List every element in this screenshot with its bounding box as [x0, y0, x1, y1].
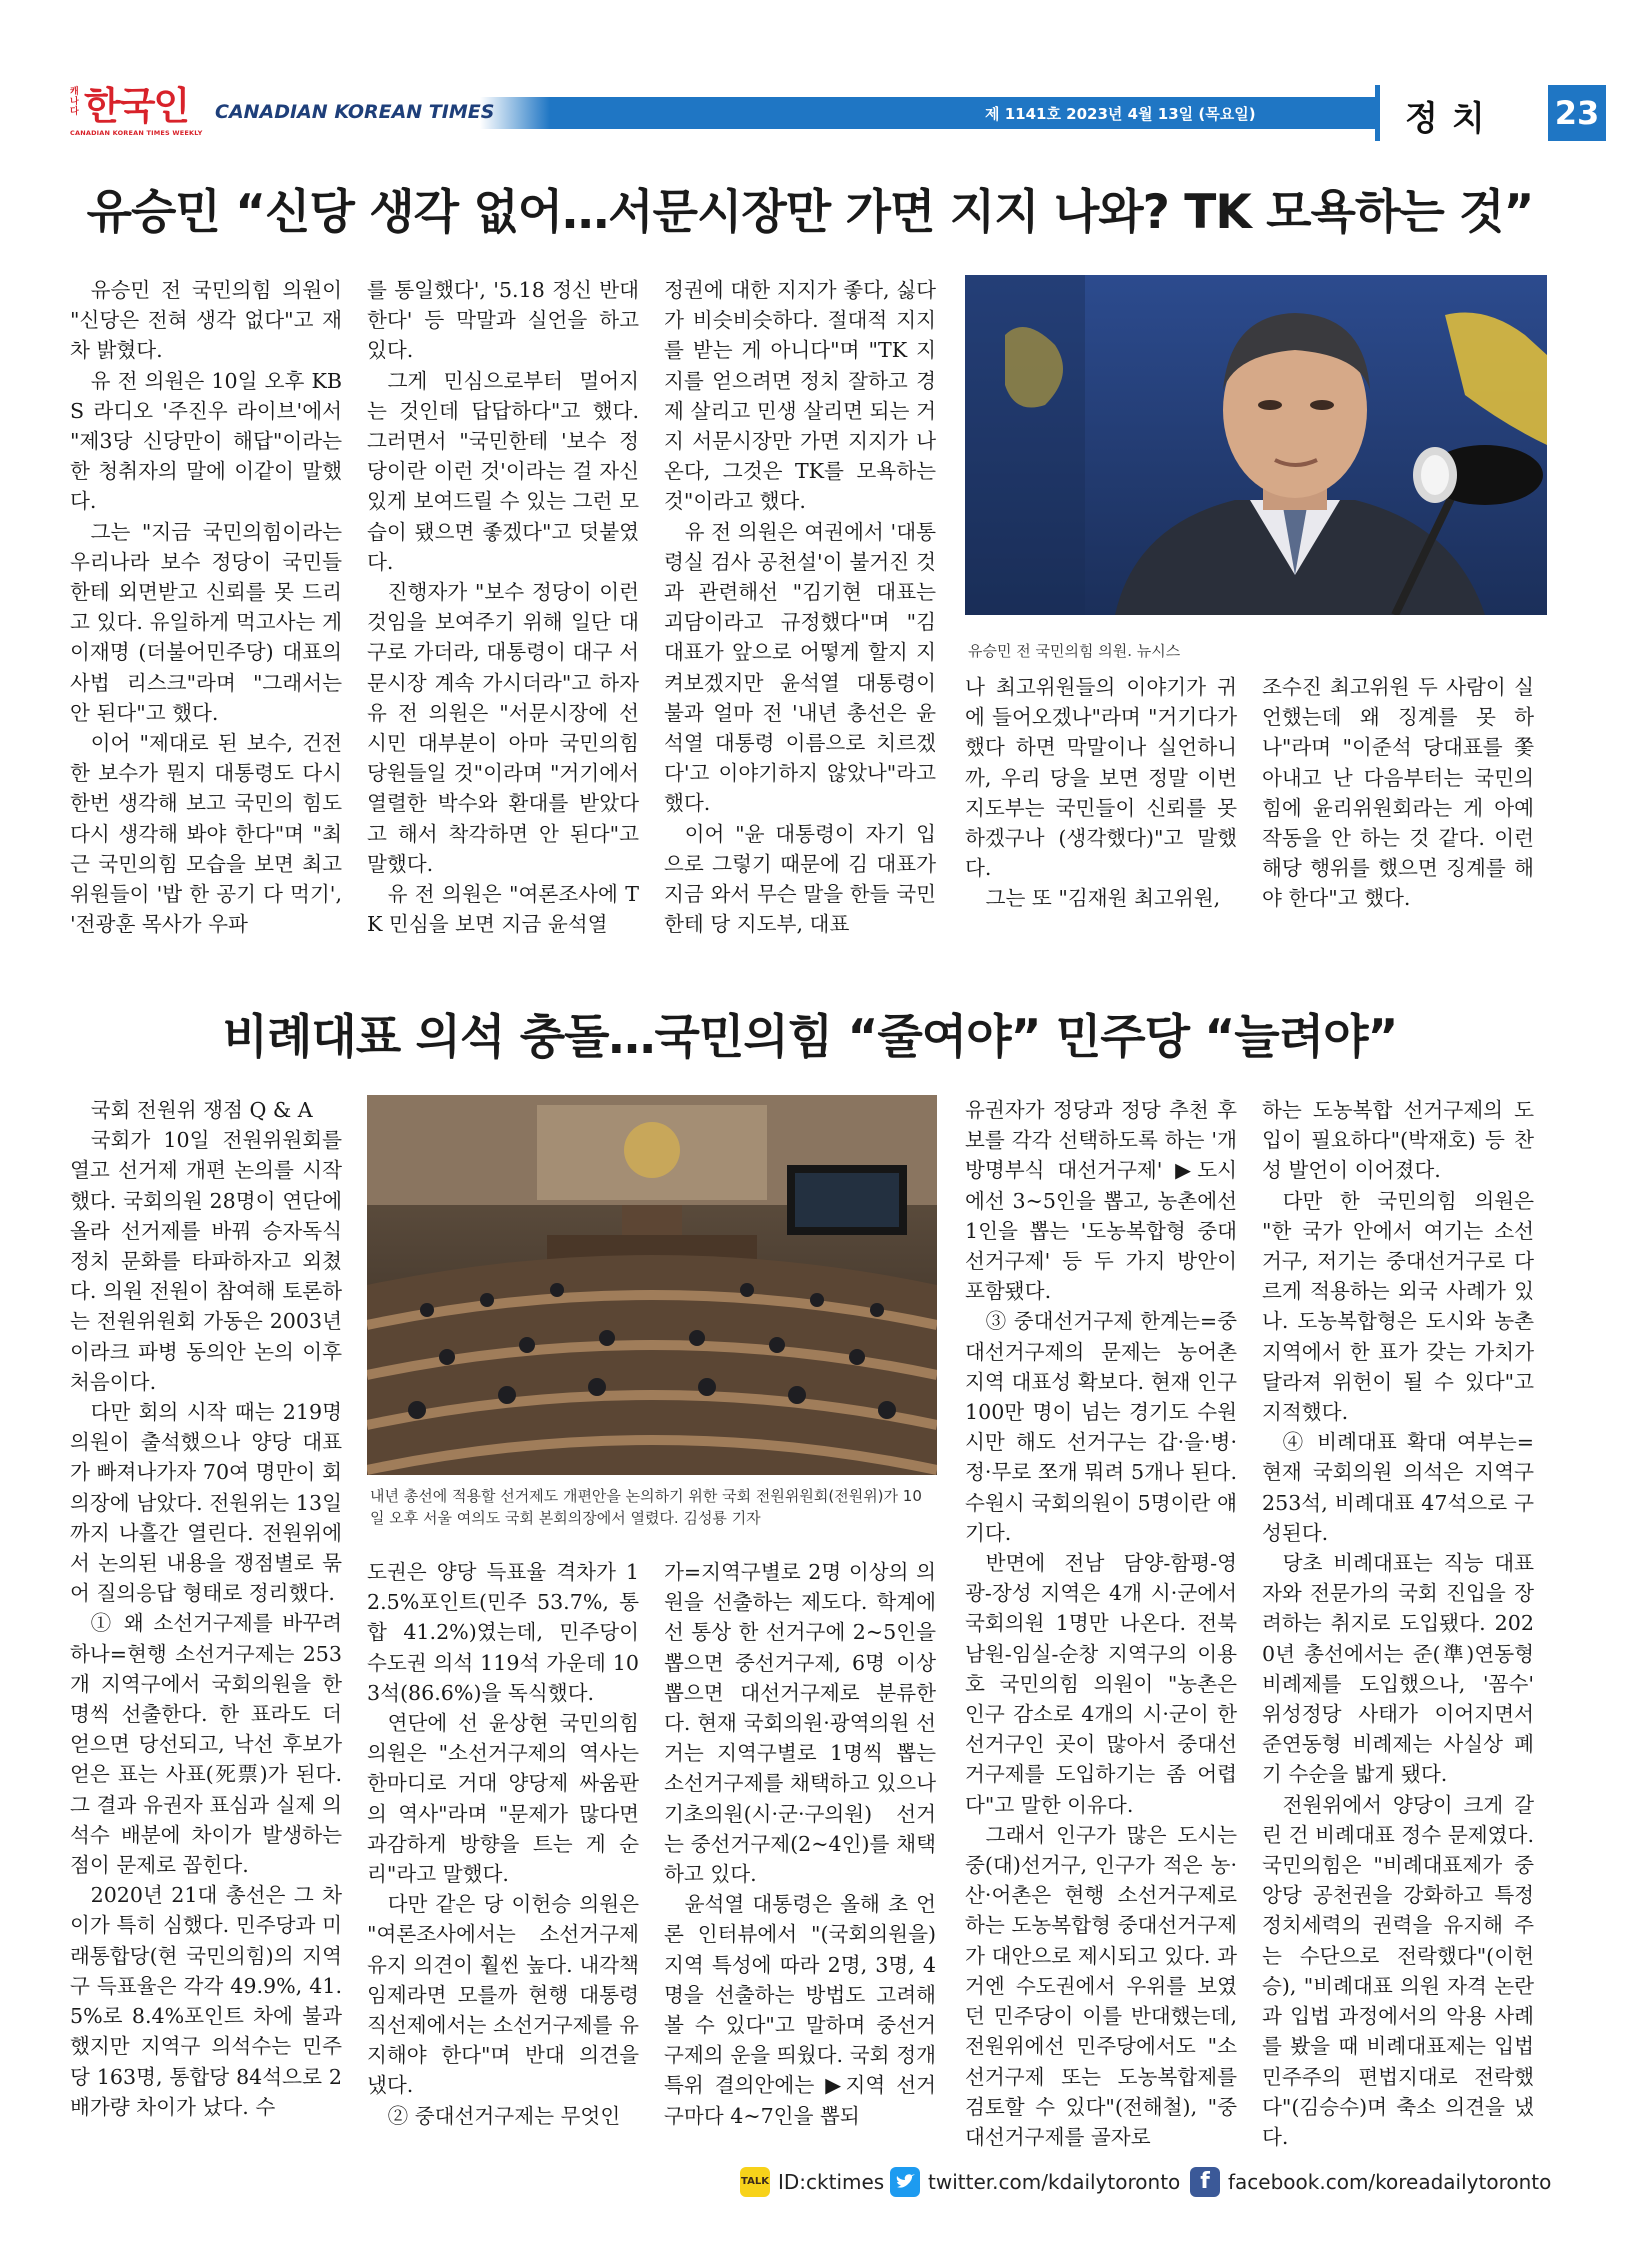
- paragraph: 유 전 의원은 여권에서 '대통령실 검사 공천설'이 불거진 것과 관련해선 "김기현 대표는 괴담이라고 규정했다"며 "김 대표가 앞으로 어떻게 할지 지켜보겠지만 윤석열 대통령이 불과 얼마 전 '내년 총선은 윤석열 대통령 이름으로 치르겠다'고 이야기하지 않았나"라고 했다.: [664, 519, 936, 816]
- article1-column-3: [664, 275, 936, 939]
- section-title: 정치: [1405, 99, 1499, 139]
- article2-photo: [367, 1095, 937, 1475]
- kakaotalk-icon: TALK: [740, 2167, 770, 2197]
- paragraph: ④ 비례대표 확대 여부는=현재 국회의원 의석은 지역구 253석, 비례대표 47석으로 구성된다.: [1262, 1430, 1534, 1545]
- article1-headline: 유승민 “신당 생각 없어…서문시장만 가면 지지 나와? TK 모욕하는 것”: [86, 185, 1534, 240]
- article2-headline: 비례대표 의석 충돌…국민의힘 “줄여야” 민주당 “늘려야”: [222, 1010, 1398, 1065]
- article1-column-5: [1262, 672, 1534, 914]
- article1-column-1: [70, 275, 342, 939]
- twitter-link[interactable]: [890, 2162, 1180, 2202]
- portrait-illustration: [965, 275, 1547, 615]
- paragraph: 이어 "윤 대통령이 자기 입으로 그렇기 때문에 김 대표가 지금 와서 무슨 말을 한들 국민한테 당 지도부, 대표: [664, 821, 936, 937]
- paragraph: 를 통일했다', '5.18 정신 반대한다' 등 막말과 실언을 하고 있다.: [367, 278, 639, 363]
- paragraph: 다만 한 국민의힘 의원은 "한 국가 안에서 여기는 소선거구, 저기는 중대선거구로 다르게 적용하는 외국 사례가 있나. 도농복합형은 도시와 농촌 지역에서 한 표가 갖는 가치가 달라져 위헌이 될 수 있다"고 지적했다.: [1262, 1188, 1534, 1425]
- paragraph: 진행자가 "보수 정당이 이런 것임을 보여주기 위해 일단 대구로 가더라, 대통령이 대구 서문시장 계속 가시더라"고 하자 유 전 의원은 "서문시장에 선 시민 대부분이 아마 국민의힘 당원들일 것"이라며 "거기에서 열렬한 박수와 환대를 받았다고 해서 착각하면 안 된다"고 말했다.: [367, 580, 639, 876]
- paragraph: 그래서 인구가 많은 도시는 중(대)선거구, 인구가 적은 농·산·어촌은 현행 소선거구제로 하는 도농복합형 중대선거구제가 대안으로 제시되고 있다. 과거엔 수도권에서 우위를 보였던 민주당이 이를 반대했는데, 전원위에선 민주당에서도 "소선거구제 또는 도농복합제를 검토할 수 있다"(전해철), "중대선거구제를 골자로: [965, 1822, 1237, 2149]
- twitter-handle: twitter.com/kdailytoronto: [928, 2170, 1181, 2194]
- kakao-id: ID:cktimes: [778, 2170, 885, 2194]
- facebook-link[interactable]: [1190, 2162, 1551, 2202]
- paragraph: 다만 회의 시작 때는 219명 의원이 출석했으나 양당 대표가 빠져나가자 70여 명만이 회의장에 남았다. 전원위는 13일까지 나흘간 열린다. 전원위에서 논의된 내용을 쟁점별로 묶어 질의응답 형태로 정리했다.: [70, 1400, 342, 1606]
- paragraph: 유권자가 정당과 정당 추천 후보를 각각 선택하도록 하는 '개방명부식 대선거구제' ▶도시에선 3~5인을 뽑고, 농촌에선 1인을 뽑는 '도농복합형 중대선거구제' 등 두 가지 방안이 포함됐다.: [965, 1098, 1237, 1304]
- masthead: [70, 84, 1600, 145]
- kakao-link[interactable]: [740, 2162, 884, 2202]
- paragraph: 2020년 21대 총선은 그 차이가 특히 심했다. 민주당과 미래통합당(현 국민의힘)의 지역구 득표율은 각각 49.9%, 41.5%로 8.4%포인트 차에 불과했지만 지역구 의석수는 민주당 163명, 통합당 84석으로 2배가량 차이가 났다. 수: [70, 1883, 342, 2119]
- paragraph: 가=지역구별로 2명 이상의 의원을 선출하는 제도다. 학계에선 통상 한 선거구에 2~5인을 뽑으면 중선거구제, 6명 이상 뽑으면 대선거구제로 분류한다. 현재 국회의원·광역의원 선거는 지역구별로 1명씩 뽑는 소선거구제를 채택하고 있으나 기초의원(시·군·구의원) 선거는 중선거구제(2~4인)를 채택하고 있다.: [664, 1560, 936, 1887]
- article2-photo-caption: 내년 총선에 적용할 선거제도 개편안을 논의하기 위한 국회 전원위원회(전원위)가 10일 오후 서울 여의도 국회 본회의장에서 열렸다. 김성룡 기자: [370, 1487, 922, 1527]
- paragraph: 조수진 최고위원 두 사람이 실언했는데 왜 징계를 못 하나"라며 "이준석 당대표를 쫓아내고 난 다음부터는 국민의힘에 윤리위원회라는 게 아예 작동을 안 하는 것 같다. 이런 해당 행위를 했으면 징계를 해야 한다"고 했다.: [1262, 675, 1534, 911]
- facebook-icon: f: [1190, 2167, 1220, 2197]
- article1-column-4: [965, 672, 1237, 914]
- article2-column-3: [664, 1557, 936, 2131]
- newspaper-logo: [70, 84, 203, 143]
- article1-photo-caption: 유승민 전 국민의힘 의원. 뉴시스: [968, 642, 1181, 660]
- paragraph: 그는 또 "김재원 최고위원,: [985, 886, 1221, 911]
- paragraph: 나 최고위원들의 이야기가 귀에 들어오겠나"라며 "거기다가 했다 하면 막말이나 실언하니까, 우리 당을 보면 정말 이번 지도부는 국민들이 신뢰를 못 하겠구나 (생각했다)"고 말했다.: [965, 675, 1237, 881]
- paragraph: 하는 도농복합 선거구제의 도입이 필요하다"(박재호) 등 찬성 발언이 이어졌다.: [1262, 1098, 1534, 1183]
- paragraph: 반면에 전남 담양-함평-영광-장성 지역은 4개 시·군에서 국회의원 1명만 나온다. 전북 남원-임실-순창 지역구의 이용호 국민의힘 의원이 "농촌은 인구 감소로 4개의 시·군이 한 선거구인 곳이 많아서 중대선거구제를 도입하기는 좀 어렵다"고 말한 이유다.: [965, 1551, 1237, 1817]
- paragraph: 정권에 대한 지지가 좋다, 싫다가 비슷비슷하다. 절대적 지지를 받는 게 아니다"며 "TK 지지를 얻으려면 정치 잘하고 경제 살리고 민생 살리면 되는 거지 서문시장만 가면 지지가 나온다, 그것은 TK를 모욕하는 것"이라고 했다.: [664, 278, 936, 514]
- paragraph: 전원위에서 양당이 크게 갈린 건 비례대표 정수 문제였다. 국민의힘은 "비례대표제가 중앙당 공천권을 강화하고 특정 정치세력의 권력을 유지해 주는 수단으로 전락했다"(이헌승), "비례대표 의원 자격 논란과 입법 과정에서의 악용 사례를 봤을 때 비례대표제는 입법 민주주의 편법지대로 전락했다"(김승수)며 축소 의견을 냈다.: [1262, 1792, 1534, 2149]
- paragraph: 다만 같은 당 이헌승 의원은 "여론조사에서는 소선거구제 유지 의견이 훨씬 높다. 내각책임제라면 모를까 현행 대통령 직선제에서는 소선거구제를 유지해야 한다"며 반대 의견을 냈다.: [367, 1892, 639, 2098]
- paragraph: 연단에 선 윤상현 국민의힘 의원은 "소선거구제의 역사는 한마디로 거대 양당제 싸움판의 역사"라며 "문제가 많다면 과감하게 방향을 트는 게 순리"라고 말했다.: [367, 1711, 639, 1887]
- paper-name: CANADIAN KOREAN TIMES: [215, 101, 495, 123]
- page-number: 23: [1548, 85, 1606, 141]
- article2-column-5: [1262, 1095, 1534, 2152]
- article2-subheading: 국회 전원위 쟁점 Q & A: [90, 1098, 313, 1122]
- paragraph: 유 전 의원은 10일 오후 KBS 라디오 '주진우 라이브'에서 "제3당 신당만이 해답"이라는 한 청취자의 말에 이같이 말했다.: [70, 368, 342, 514]
- logo-main-text: 한국인: [84, 84, 189, 128]
- paragraph: ③ 중대선거구제 한계는=중대선거구제의 문제는 농어촌 지역 대표성 확보다. 현재 인구 100만 명이 넘는 경기도 수원시만 해도 선거구는 갑·을·병·정·무로 쪼개 뭐려 5개나 된다. 수원시 국회의원이 5명이란 얘기다.: [965, 1309, 1237, 1545]
- logo-sub-text: CANADIAN KOREAN TIMES WEEKLY: [70, 129, 203, 137]
- paragraph: 국회가 10일 전원위원회를 열고 선거제 개편 논의를 시작했다. 국회의원 28명이 연단에 올라 선거제를 바꿔 승자독식 정치 문화를 타파하자고 외쳤다. 의원 전원이 참여해 토론하는 전원위원회 가동은 2003년 이라크 파병 동의안 논의 이후 처음이다.: [70, 1128, 342, 1394]
- facebook-handle: facebook.com/koreadailytoronto: [1228, 2170, 1552, 2194]
- article2-column-1: [70, 1095, 342, 2122]
- assembly-hall-illustration: [367, 1095, 937, 1475]
- paragraph: ① 왜 소선거구제를 바꾸려 하나=현행 소선거구제는 253개 지역구에서 국회의원을 한 명씩 선출한다. 한 표라도 더 얻으면 당선되고, 낙선 후보가 얻은 표는 사표(死票)가 된다. 그 결과 유권자 표심과 실제 의석수 배분에 차이가 발생하는 점이 문제로 꼽힌다.: [70, 1611, 342, 1878]
- paragraph: 유 전 의원은 "여론조사에 TK 민심을 보면 지금 윤석열: [367, 882, 639, 937]
- social-footer: [740, 2162, 1560, 2202]
- paragraph: 그게 민심으로부터 멀어지는 것인데 답답하다"고 했다. 그러면서 "국민한테 '보수 정당이란 이런 것'이라는 걸 자신 있게 보여드릴 수 있는 그런 모습이 됐으면 좋겠다"고 덧붙였다.: [367, 368, 639, 574]
- masthead-divider: [1375, 85, 1380, 141]
- paragraph: 윤석열 대통령은 올해 초 언론 인터뷰에서 "(국회의원을) 지역 특성에 따라 2명, 3명, 4명을 선출하는 방법도 고려해 볼 수 있다"고 말하며 중선거구제의 운을 띄웠다. 국회 정개특위 결의안에는 ▶지역 선거구마다 4~7인을 뽑되: [664, 1892, 936, 2128]
- paragraph: 그는 "지금 국민의힘이라는 우리나라 보수 정당이 국민들한테 외면받고 신뢰를 못 드리고 있다. 유일하게 먹고사는 게 이재명 (더불어민주당) 대표의 사법 리스크"라며 "그래서는 안 된다"고 했다.: [70, 519, 342, 725]
- article2-column-2: [367, 1557, 639, 2131]
- paragraph: 유승민 전 국민의힘 의원이 "신당은 전혀 생각 없다"고 재차 밝혔다.: [70, 278, 342, 363]
- twitter-bird-icon: [890, 2167, 920, 2197]
- paragraph: ② 중대선거구제는 무엇인: [387, 2103, 621, 2128]
- article1-column-2: [367, 275, 639, 939]
- paragraph: 이어 "제대로 된 보수, 건전한 보수가 뭔지 대통령도 다시 한번 생각해 보고 국민의 힘도 다시 생각해 봐야 한다"며 "최근 국민의힘 모습을 보면 최고위원들이 '밥 한 공기 다 먹기', '전광훈 목사가 우파: [70, 731, 342, 937]
- logo-small-text: 캐나다: [70, 87, 79, 117]
- issue-date: 제 1141호 2023년 4월 13일 (목요일): [985, 105, 1256, 123]
- paragraph: 당초 비례대표는 직능 대표자와 전문가의 국회 진입을 장려하는 취지로 도입됐다. 2020년 총선에서는 준(準)연동형 비례제를 도입했으나, '꼼수' 위성정당 사태가 이어지면서 준연동형 비례제는 사실상 폐기 수순을 밟게 됐다.: [1262, 1551, 1534, 1787]
- article2-column-4: [965, 1095, 1237, 2152]
- article1-photo: [965, 275, 1547, 615]
- paragraph: 도권은 양당 득표율 격차가 12.5%포인트(민주 53.7%, 통합 41.2%)였는데, 민주당이 수도권 의석 119석 가운데 103석(86.6%)을 독식했다.: [367, 1560, 639, 1705]
